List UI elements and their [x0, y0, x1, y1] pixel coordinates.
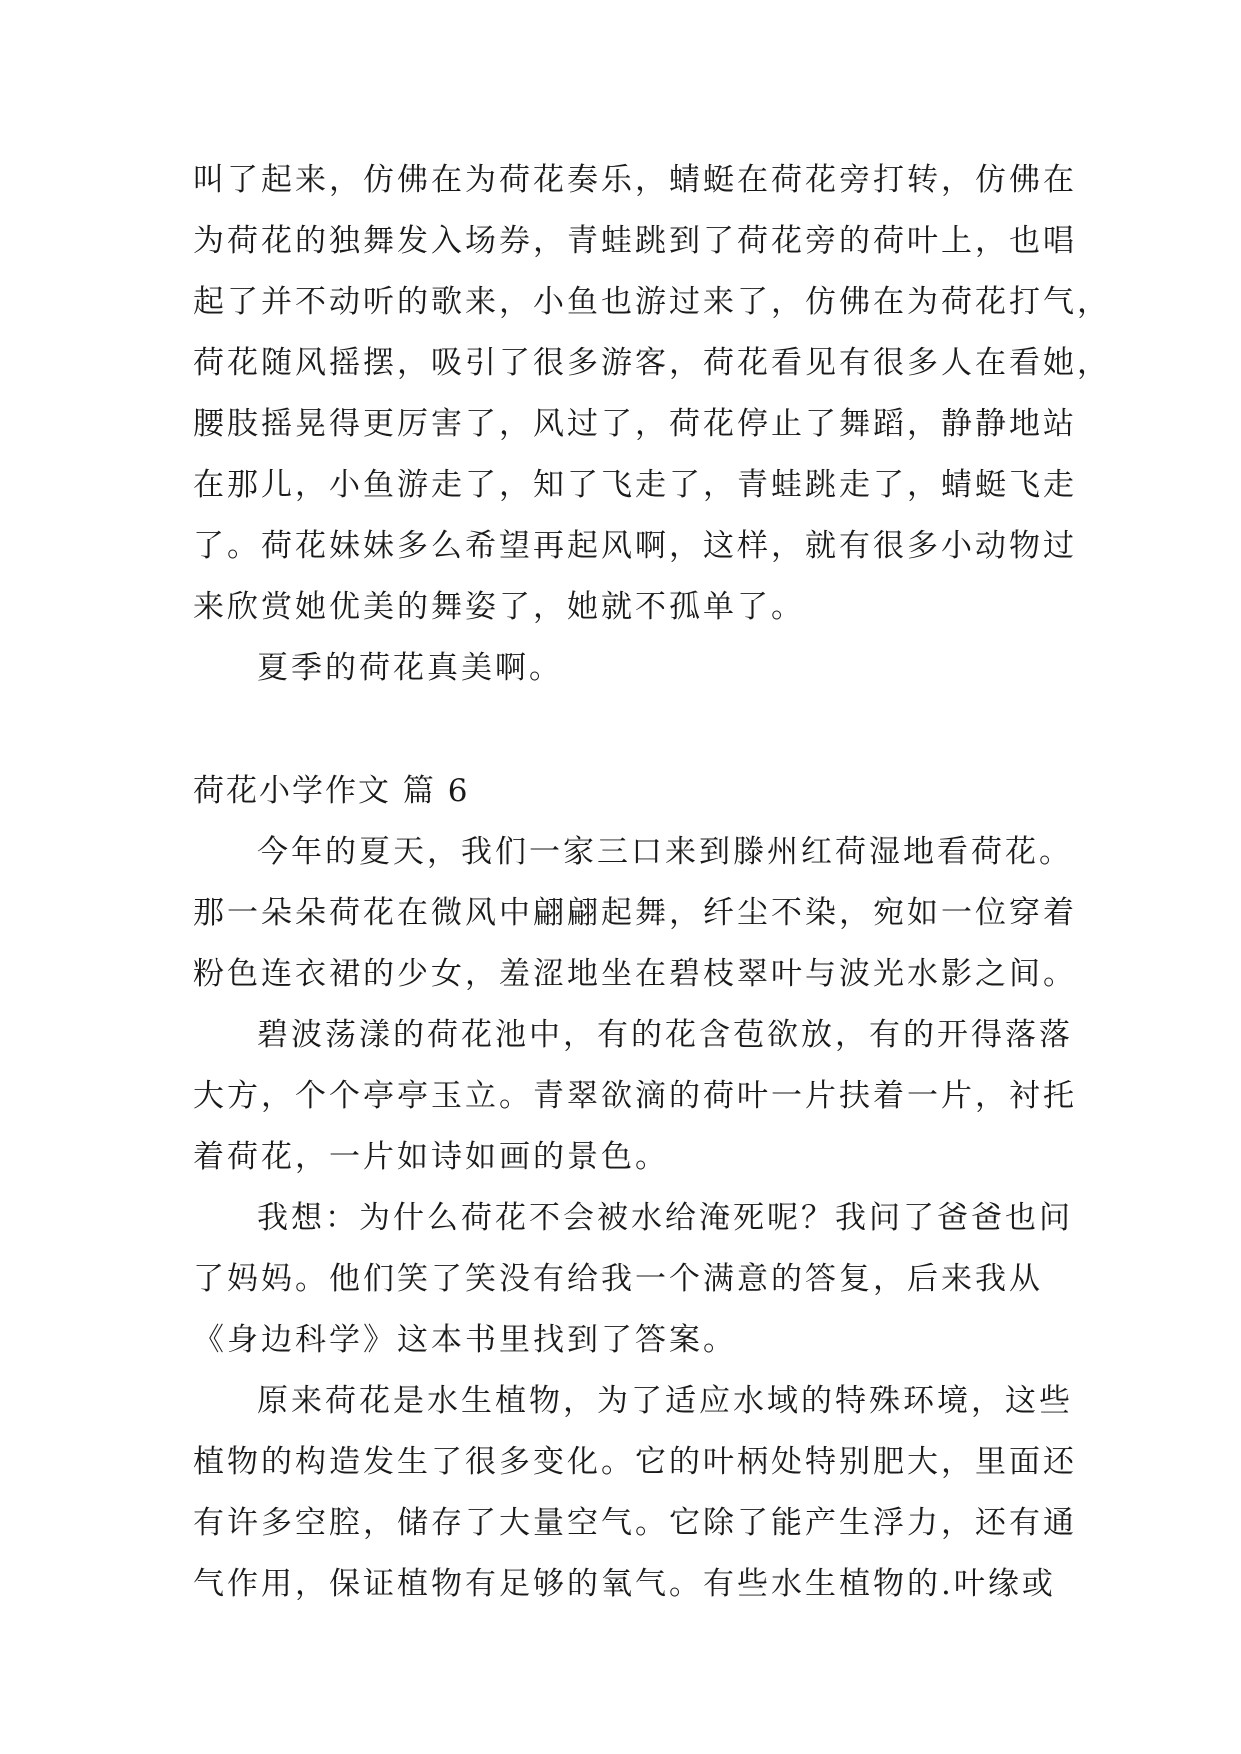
- text-line: 那一朵朵荷花在微风中翩翩起舞，纤尘不染，宛如一位穿着: [193, 895, 1077, 931]
- text-line: 大方，个个亭亭玉立。青翠欲滴的荷叶一片扶着一片，衬托: [193, 1078, 1077, 1114]
- text-line: 今年的夏天，我们一家三口来到滕州红荷湿地看荷花。: [257, 834, 1073, 870]
- text-line: 夏季的荷花真美啊。: [257, 650, 563, 686]
- text-line: 来欣赏她优美的舞姿了，她就不孤单了。: [193, 589, 805, 625]
- text-line: 起了并不动听的歌来，小鱼也游过来了，仿佛在为荷花打气，: [193, 284, 1111, 320]
- text-line: 《身边科学》这本书里找到了答案。: [193, 1322, 737, 1358]
- text-line: 碧波荡漾的荷花池中，有的花含苞欲放，有的开得落落: [257, 1017, 1073, 1053]
- text-line: 我想：为什么荷花不会被水给淹死呢？我问了爸爸也问: [257, 1200, 1073, 1236]
- text-line: 了。荷花妹妹多么希望再起风啊，这样，就有很多小动物过: [193, 528, 1077, 564]
- text-line: 在那儿，小鱼游走了，知了飞走了，青蛙跳走了，蜻蜓飞走: [193, 467, 1077, 503]
- text-line: 为荷花的独舞发入场券，青蛙跳到了荷花旁的荷叶上，也唱: [193, 223, 1077, 259]
- text-line: 腰肢摇晃得更厉害了，风过了，荷花停止了舞蹈，静静地站: [193, 406, 1077, 442]
- paragraph-2: [193, 1005, 1077, 1188]
- section-spacer: [193, 699, 1053, 761]
- document-page: [193, 150, 1111, 1615]
- text-line: 了妈妈。他们笑了笑没有给我一个满意的答复，后来我从: [193, 1261, 1043, 1297]
- text-line: 粉色连衣裙的少女，羞涩地坐在碧枝翠叶与波光水影之间。: [193, 956, 1077, 992]
- paragraph-continued: [193, 150, 1111, 638]
- text-line: 植物的构造发生了很多变化。它的叶柄处特别肥大，里面还: [193, 1444, 1077, 1480]
- paragraph-4: [193, 1371, 1077, 1615]
- text-line: 原来荷花是水生植物，为了适应水域的特殊环境，这些: [257, 1383, 1073, 1419]
- text-line: 叫了起来，仿佛在为荷花奏乐，蜻蜓在荷花旁打转，仿佛在: [193, 162, 1077, 198]
- text-line: 着荷花，一片如诗如画的景色。: [193, 1139, 669, 1175]
- section-title: 荷花小学作文 篇 6: [193, 773, 470, 809]
- text-line: 有许多空腔，储存了大量空气。它除了能产生浮力，还有通: [193, 1505, 1077, 1541]
- paragraph-closing: [193, 638, 1053, 699]
- text-line: 气作用，保证植物有足够的氧气。有些水生植物的.叶缘或: [193, 1566, 1056, 1602]
- paragraph-1: [193, 822, 1077, 1005]
- text-line: 荷花随风摇摆，吸引了很多游客，荷花看见有很多人在看她，: [193, 345, 1111, 381]
- paragraph-3: [193, 1188, 1073, 1371]
